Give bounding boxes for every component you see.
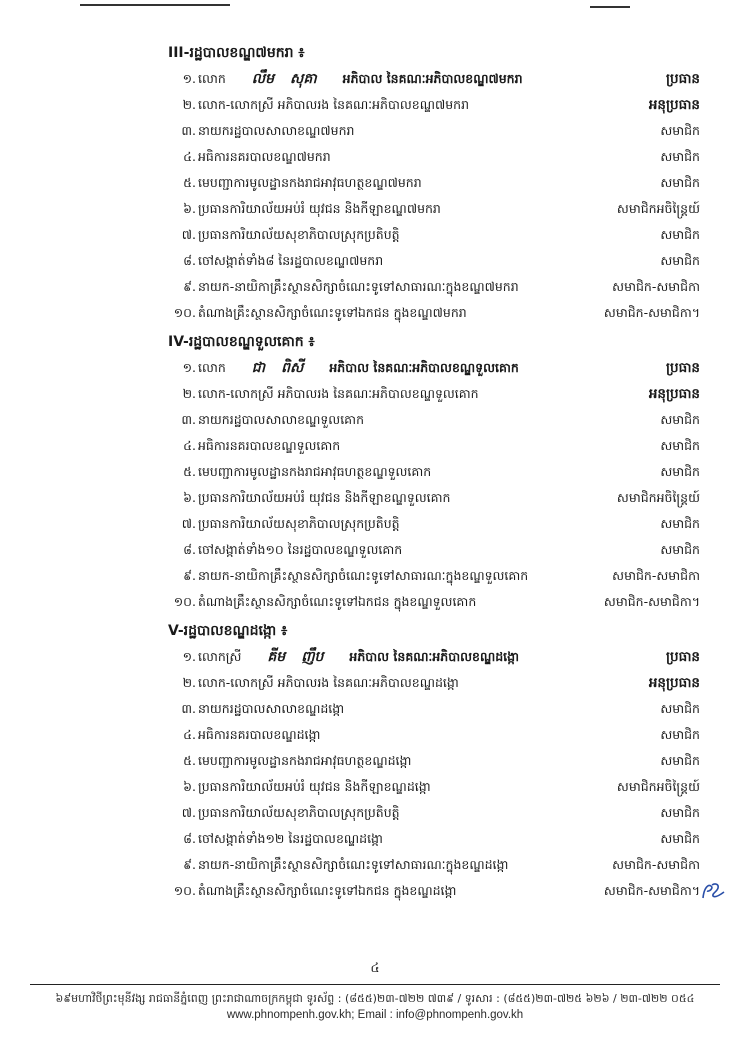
member-row xyxy=(160,511,704,537)
section-title: III-រដ្ឋបាលខណ្ឌ៧មករា ៖ xyxy=(168,45,305,61)
member-role: សមាជិក xyxy=(660,149,700,164)
member-role: ប្រធាន xyxy=(665,360,700,376)
member-row xyxy=(160,670,704,696)
member-description: ប្រធានការិយាល័យអប់រំ យុវជន និងកីឡាខណ្ឌ៧មករា xyxy=(198,201,441,216)
member-row xyxy=(160,722,704,748)
row-number: ៦. xyxy=(183,779,196,794)
row-number: ២. xyxy=(182,97,196,112)
row-number: ១. xyxy=(182,649,196,664)
row-number: ១. xyxy=(182,360,196,375)
row-number: ៨. xyxy=(183,253,196,268)
member-description xyxy=(198,355,519,381)
footer-address: ៦៩មហាវិថីព្រះមុនីវង្ស រាជធានីភ្នំពេញ ព្រះរាជាណាចក្រកម្ពុជា ទូរស័ព្ទ : (៨៥៥)២៣-៧២២ ៧៣៩ / ទូរសារ : (៨៥៥)២៣-៧២៥ ៦២៦ / ២៣-៧២២ ០៥៤ xyxy=(55,992,695,1005)
member-row xyxy=(160,644,704,670)
member-row xyxy=(160,407,704,433)
member-description: តំណាងគ្រឹះស្ថានសិក្សាចំណេះទូទៅឯកជន ក្នុងខណ្ឌ៧មករា xyxy=(198,305,467,320)
row-number: ៩. xyxy=(183,857,196,872)
member-description: នាយករដ្ឋបាលសាលាខណ្ឌ៧មករា xyxy=(198,123,355,138)
member-description: ប្រធានការិយាល័យអប់រំ យុវជន និងកីឡាខណ្ឌទួលគោក xyxy=(198,490,451,505)
section xyxy=(160,40,704,326)
page-number: ៤ xyxy=(370,961,380,976)
member-row xyxy=(160,118,704,144)
member-role: ប្រធាន xyxy=(665,71,700,87)
member-row xyxy=(160,196,704,222)
member-description: តំណាងគ្រឹះស្ថានសិក្សាចំណេះទូទៅឯកជន ក្នុងខណ្ឌដង្កោ xyxy=(198,883,457,898)
top-edge-mark xyxy=(590,0,630,8)
position-title: អភិបាល នៃគណៈអភិបាលខណ្ឌដង្កោ xyxy=(349,649,520,664)
member-row xyxy=(160,696,704,722)
member-description: នាយក-នាយិកាគ្រឹះស្ថានសិក្សាចំណេះទូទៅសាធារណៈក្នុងខណ្ឌ៧មករា xyxy=(198,279,519,294)
member-role: សមាជិក-សមាជិកា។ xyxy=(603,594,700,609)
person-last-name: សុគា xyxy=(290,71,317,87)
member-description: មេបញ្ជាការមូលដ្ឋានកងរាជអាវុធហត្ថខណ្ឌដង្កោ xyxy=(198,753,412,768)
member-description: ប្រធានការិយាល័យសុខាភិបាលស្រុកប្រតិបត្តិ xyxy=(198,227,400,242)
member-row xyxy=(160,748,704,774)
member-row xyxy=(160,537,704,563)
member-description: នាយករដ្ឋបាលសាលាខណ្ឌទួលគោក xyxy=(198,412,365,427)
member-row xyxy=(160,485,704,511)
member-role: សមាជិក xyxy=(660,175,700,190)
member-role: សមាជិកអចិន្ត្រៃយ៍ xyxy=(616,490,700,505)
member-role: សមាជិក xyxy=(660,464,700,479)
member-role: អនុប្រធាន xyxy=(648,97,700,113)
member-row xyxy=(160,66,704,92)
member-row xyxy=(160,800,704,826)
position-title: អភិបាល នៃគណៈអភិបាលខណ្ឌទួលគោក xyxy=(329,360,519,375)
row-number: ៩. xyxy=(183,568,196,583)
section xyxy=(160,329,704,615)
honorific: លោក xyxy=(198,360,226,375)
row-number: ៦. xyxy=(183,201,196,216)
row-number: ៨. xyxy=(183,831,196,846)
member-description: មេបញ្ជាការមូលដ្ឋានកងរាជអាវុធហត្ថខណ្ឌទួលគោក xyxy=(198,464,432,479)
member-description: ប្រធានការិយាល័យសុខាភិបាលស្រុកប្រតិបត្តិ xyxy=(198,516,400,531)
member-description: នាយក-នាយិកាគ្រឹះស្ថានសិក្សាចំណេះទូទៅសាធារណៈក្នុងខណ្ឌទួលគោក xyxy=(198,568,529,583)
member-role: សមាជិក-សមាជិកា។ xyxy=(603,883,700,898)
member-role: សមាជិក xyxy=(660,516,700,531)
member-row xyxy=(160,170,704,196)
member-role: សមាជិក xyxy=(660,753,700,768)
person-first-name: គីម xyxy=(267,649,286,665)
member-role: សមាជិក xyxy=(660,805,700,820)
member-row xyxy=(160,563,704,589)
member-role: សមាជិក xyxy=(660,831,700,846)
member-role: សមាជិក xyxy=(660,438,700,453)
member-description: លោក-លោកស្រី អភិបាលរង នៃគណៈអភិបាលខណ្ឌ៧មករា xyxy=(198,97,470,112)
member-role: សមាជិក-សមាជិកា xyxy=(612,568,700,583)
row-number: ១០. xyxy=(173,594,196,609)
position-title: អភិបាល នៃគណៈអភិបាលខណ្ឌ៧មករា xyxy=(342,71,523,86)
member-role: សមាជិកអចិន្ត្រៃយ៍ xyxy=(616,201,700,216)
row-number: ២. xyxy=(182,386,196,401)
member-description xyxy=(198,66,523,92)
member-role: សមាជិក xyxy=(660,412,700,427)
member-description: អធិការនគរបាលខណ្ឌទួលគោក xyxy=(198,438,341,453)
member-row xyxy=(160,222,704,248)
member-role: សមាជិក xyxy=(660,253,700,268)
row-number: ៥. xyxy=(183,753,196,768)
member-role: សមាជិក-សមាជិកា។ xyxy=(603,305,700,320)
section-title: IV-រដ្ឋបាលខណ្ឌទួលគោក ៖ xyxy=(168,334,315,350)
section-title: V-រដ្ឋបាលខណ្ឌដង្កោ ៖ xyxy=(168,623,288,639)
footer xyxy=(0,990,750,1024)
member-role: សមាជិក xyxy=(660,727,700,742)
member-description: ចៅសង្កាត់ទាំង១០ នៃរដ្ឋបាលខណ្ឌទួលគោក xyxy=(198,542,403,557)
row-number: ៤. xyxy=(183,149,196,164)
row-number: ៥. xyxy=(183,175,196,190)
member-row xyxy=(160,878,704,904)
row-number: ៦. xyxy=(183,490,196,505)
row-number: ១០. xyxy=(173,305,196,320)
member-description: ប្រធានការិយាល័យអប់រំ យុវជន និងកីឡាខណ្ឌដង្កោ xyxy=(198,779,431,794)
member-row xyxy=(160,852,704,878)
member-description: លោក-លោកស្រី អភិបាលរង នៃគណៈអភិបាលខណ្ឌដង្កោ xyxy=(198,675,459,690)
top-edge-fragment xyxy=(0,0,750,10)
member-description: អធិការនគរបាលខណ្ឌដង្កោ xyxy=(198,727,321,742)
top-edge-line xyxy=(80,0,230,6)
row-number: ៥. xyxy=(183,464,196,479)
honorific: លោក xyxy=(198,71,226,86)
row-number: ១. xyxy=(182,71,196,86)
document-body xyxy=(160,40,704,904)
member-role: សមាជិក xyxy=(660,701,700,716)
member-description: នាយក-នាយិកាគ្រឹះស្ថានសិក្សាចំណេះទូទៅសាធារណៈក្នុងខណ្ឌដង្កោ xyxy=(198,857,509,872)
initials-signature xyxy=(700,880,726,902)
member-role: អនុប្រធាន xyxy=(648,386,700,402)
member-row xyxy=(160,381,704,407)
member-description: ចៅសង្កាត់ទាំង៨ នៃរដ្ឋបាលខណ្ឌ៧មករា xyxy=(198,253,384,268)
member-description: នាយករដ្ឋបាលសាលាខណ្ឌដង្កោ xyxy=(198,701,345,716)
row-number: ៣. xyxy=(181,123,196,138)
honorific: លោកស្រី xyxy=(198,649,242,664)
member-description: មេបញ្ជាការមូលដ្ឋានកងរាជអាវុធហត្ថខណ្ឌ៧មករា xyxy=(198,175,422,190)
member-description xyxy=(198,644,519,670)
row-number: ៧. xyxy=(181,227,196,242)
member-row xyxy=(160,355,704,381)
member-description: តំណាងគ្រឹះស្ថានសិក្សាចំណេះទូទៅឯកជន ក្នុងខណ្ឌទួលគោក xyxy=(198,594,477,609)
row-number: ៤. xyxy=(183,438,196,453)
row-number: ៨. xyxy=(183,542,196,557)
member-row xyxy=(160,248,704,274)
row-number: ៧. xyxy=(181,805,196,820)
member-role: សមាជិក-សមាជិកា xyxy=(612,857,700,872)
row-number: ៩. xyxy=(183,279,196,294)
member-role: ប្រធាន xyxy=(665,649,700,665)
member-description: លោក-លោកស្រី អភិបាលរង នៃគណៈអភិបាលខណ្ឌទួលគោក xyxy=(198,386,479,401)
member-description: ប្រធានការិយាល័យសុខាភិបាលស្រុកប្រតិបត្តិ xyxy=(198,805,400,820)
member-row xyxy=(160,144,704,170)
member-row xyxy=(160,300,704,326)
section xyxy=(160,618,704,904)
row-number: ៧. xyxy=(181,516,196,531)
member-role: សមាជិក xyxy=(660,542,700,557)
member-row xyxy=(160,274,704,300)
member-row xyxy=(160,826,704,852)
person-first-name: លឹម xyxy=(251,71,274,87)
member-role: សមាជិក-សមាជិកា xyxy=(612,279,700,294)
row-number: ៣. xyxy=(181,701,196,716)
member-role: សមាជិក xyxy=(660,227,700,242)
row-number: ៣. xyxy=(181,412,196,427)
person-last-name: ពិសី xyxy=(281,360,304,376)
footer-divider xyxy=(30,984,720,985)
member-row xyxy=(160,92,704,118)
person-first-name: ជា xyxy=(251,360,266,376)
row-number: ៤. xyxy=(183,727,196,742)
row-number: ១០. xyxy=(173,883,196,898)
footer-links[interactable]: www.phnompenh.gov.kh; Email : info@phnompenh.gov.kh xyxy=(226,1009,524,1021)
member-role: សមាជិក xyxy=(660,123,700,138)
person-last-name: ញឹប xyxy=(301,649,324,665)
member-row xyxy=(160,459,704,485)
member-row xyxy=(160,589,704,615)
member-role: អនុប្រធាន xyxy=(648,675,700,691)
member-row xyxy=(160,433,704,459)
member-role: សមាជិកអចិន្ត្រៃយ៍ xyxy=(616,779,700,794)
member-row xyxy=(160,774,704,800)
row-number: ២. xyxy=(182,675,196,690)
member-description: ចៅសង្កាត់ទាំង១២ នៃរដ្ឋបាលខណ្ឌដង្កោ xyxy=(198,831,383,846)
member-description: អធិការនគរបាលខណ្ឌ៧មករា xyxy=(198,149,331,164)
